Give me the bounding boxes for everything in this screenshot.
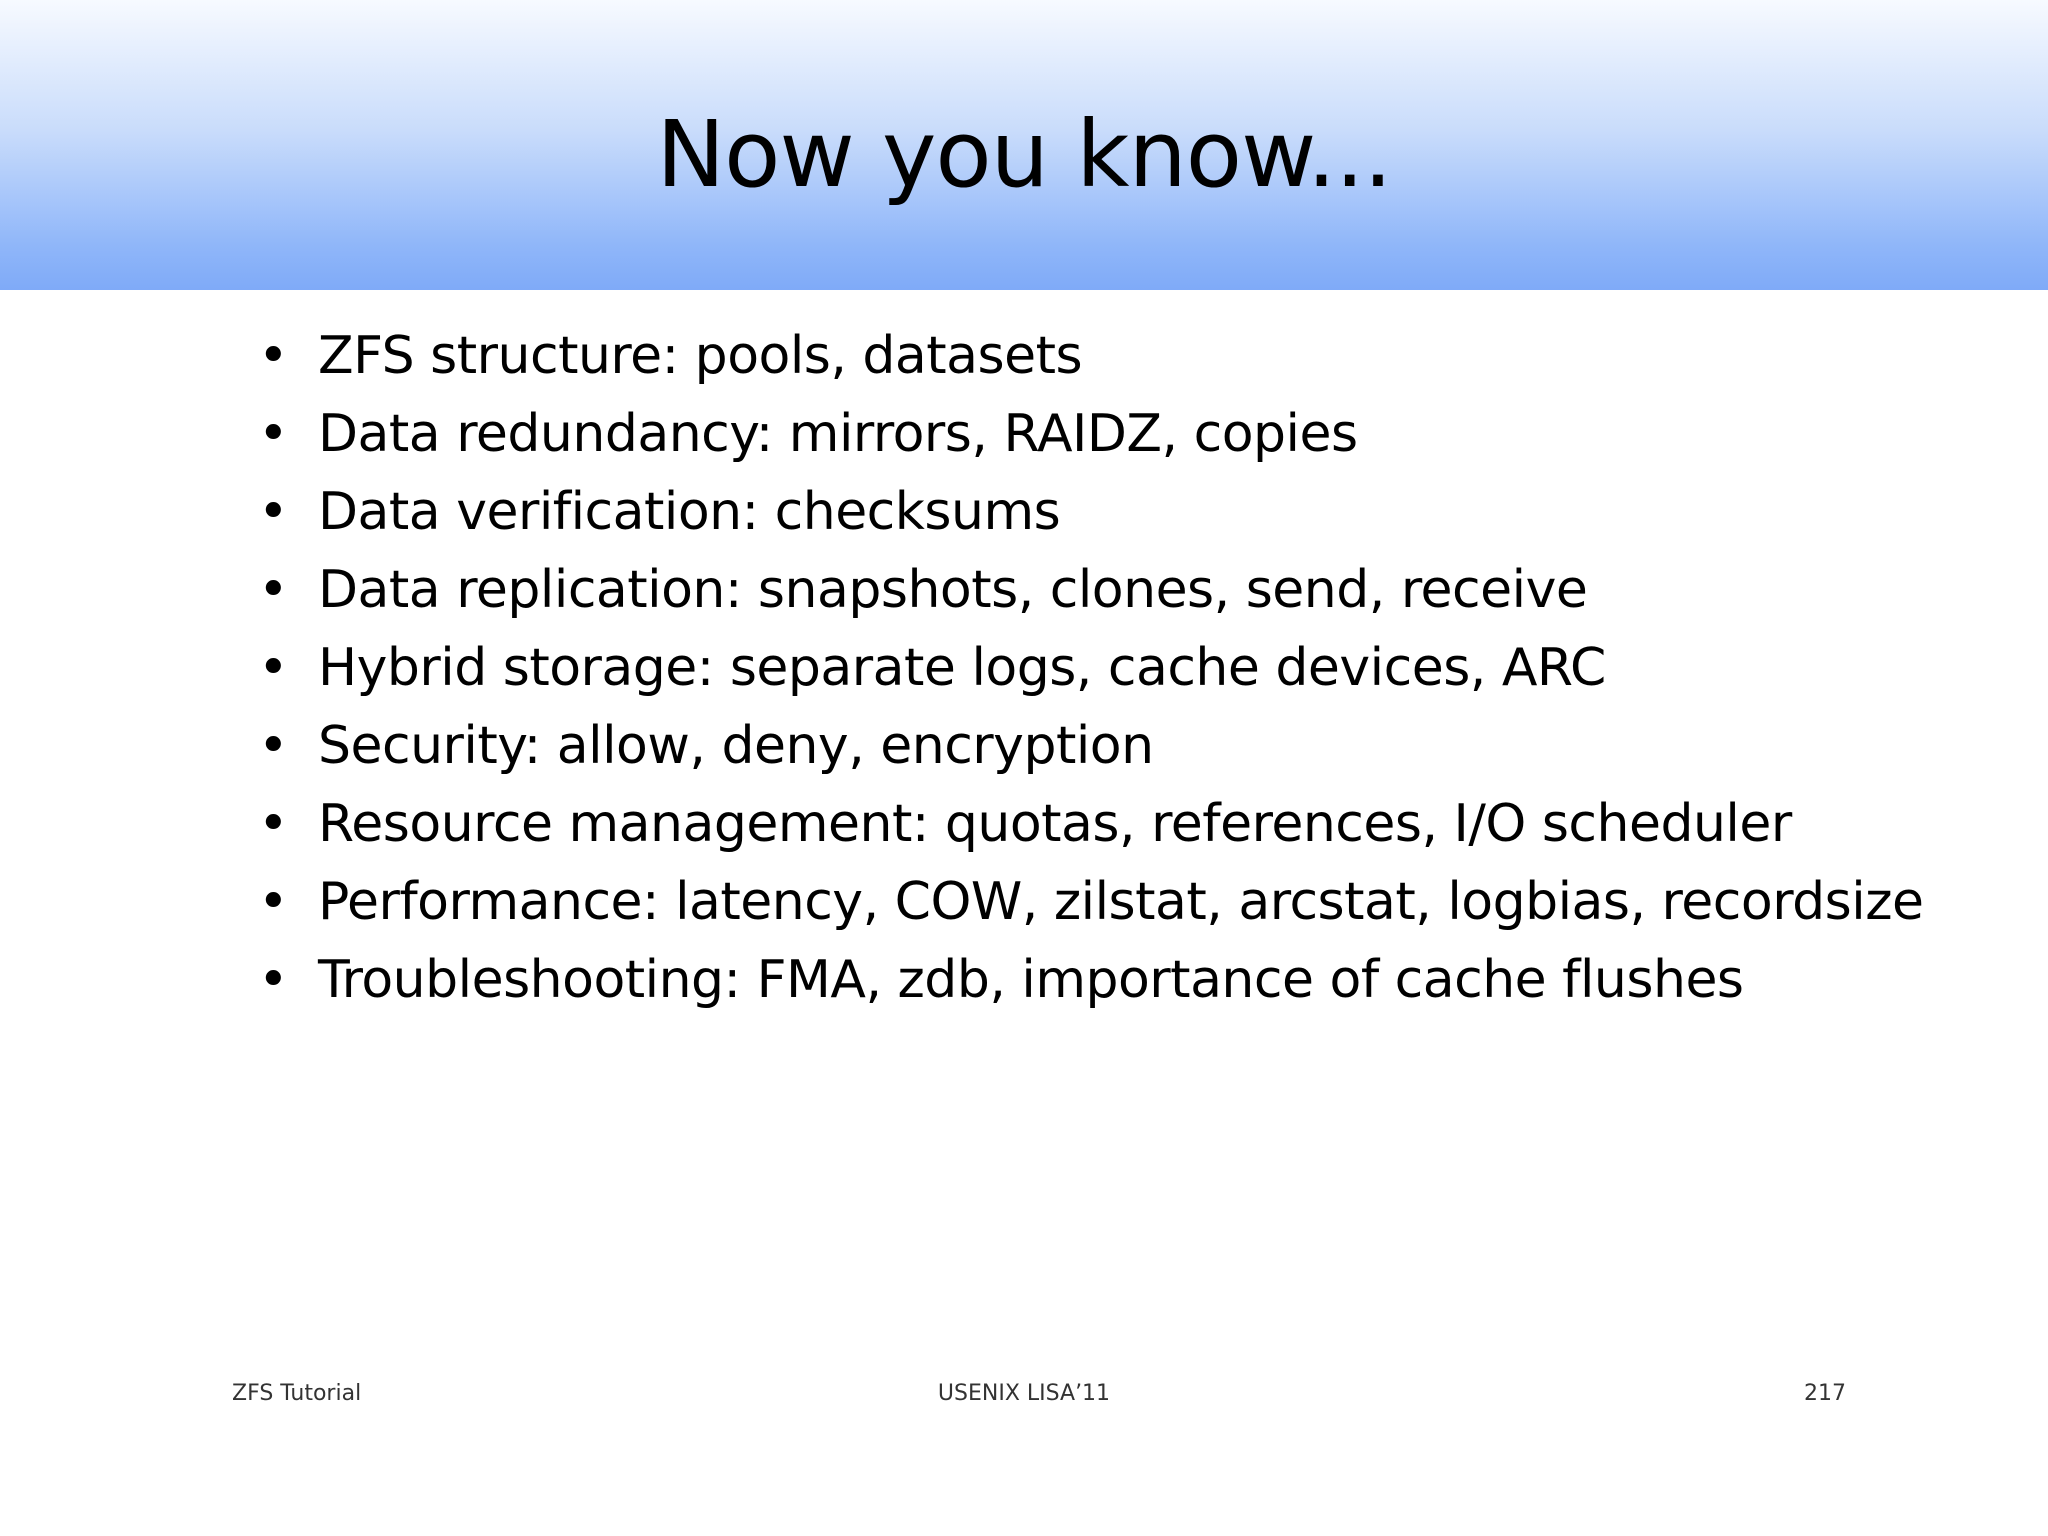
bullet-icon: •	[258, 404, 289, 464]
footer-page-number: 217	[1804, 1381, 1846, 1406]
bullet-item	[258, 322, 1958, 400]
footer-title: ZFS Tutorial	[232, 1381, 362, 1406]
bullet-text: Performance: latency, COW, zilstat, arcstat, logbias, recordsize	[318, 872, 1924, 932]
footer-event: USENIX LISA’11	[937, 1381, 1111, 1406]
bullet-icon: •	[258, 326, 289, 386]
bullet-text: Resource management: quotas, references, I/O scheduler	[318, 794, 1792, 854]
bullet-text: ZFS structure: pools, datasets	[318, 326, 1083, 386]
bullet-item	[258, 634, 1958, 712]
bullet-item	[258, 946, 1958, 1024]
bullet-text: Security: allow, deny, encryption	[318, 716, 1154, 776]
bullet-icon: •	[258, 560, 289, 620]
bullet-text: Data replication: snapshots, clones, send, receive	[318, 560, 1588, 620]
bullet-text: Data redundancy: mirrors, RAIDZ, copies	[318, 404, 1358, 464]
bullet-item	[258, 478, 1958, 556]
bullet-icon: •	[258, 950, 289, 1010]
bullet-text: Hybrid storage: separate logs, cache devices, ARC	[318, 638, 1606, 698]
bullet-icon: •	[258, 872, 289, 932]
bullet-list	[258, 322, 1958, 1024]
bullet-text: Data verification: checksums	[318, 482, 1061, 542]
bullet-icon: •	[258, 638, 289, 698]
bullet-icon: •	[258, 794, 289, 854]
slide-title: Now you know...	[656, 101, 1392, 208]
bullet-icon: •	[258, 482, 289, 542]
bullet-item	[258, 556, 1958, 634]
bullet-item	[258, 712, 1958, 790]
bullet-item	[258, 400, 1958, 478]
bullet-item	[258, 790, 1958, 868]
bullet-icon: •	[258, 716, 289, 776]
bullet-item	[258, 868, 1958, 946]
bullet-text: Troubleshooting: FMA, zdb, importance of cache flushes	[318, 950, 1744, 1010]
